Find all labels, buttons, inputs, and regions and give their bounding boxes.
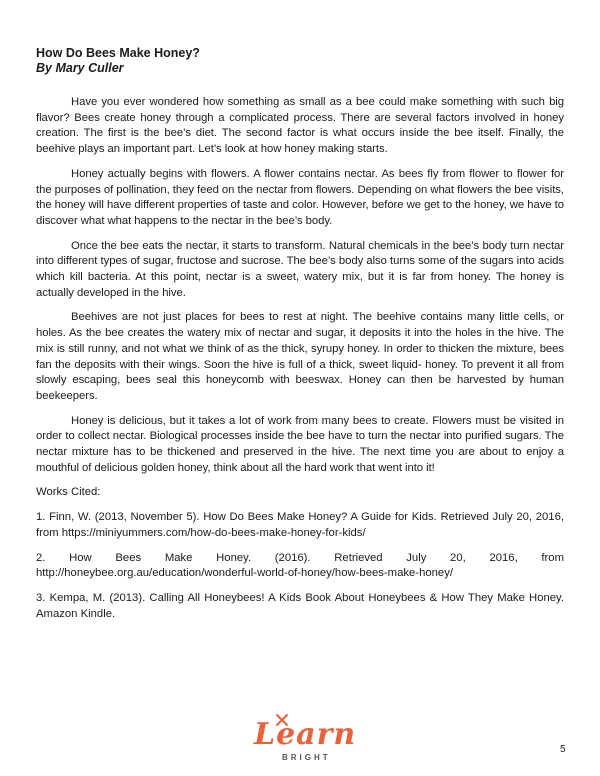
paragraph-5: Honey is delicious, but it takes a lot of work from many bees to create. Flowers must be visited in order to collect nectar. Biological processes inside the bee have to turn the nectar into purified sugars. The nectar mixture has to be thickened and preserved in the hive. The next time you are about to enjoy a mouthful of delicious golden honey, think about all the hard work that went into it! [36,414,564,474]
paragraph-3: Once the bee eats the nectar, it starts to transform. Natural chemicals in the bee’s body turn nectar into different types of sugar, fructose and sucrose. The bee’s body also turns some of the sugars into acids which kill bacteria. At this point, nectar is a sweet, watery mix, but it is far from honey. The honey is actually developed in the hive. [36,239,564,299]
paragraph-1: Have you ever wondered how something as small as a bee could make something with such big flavor? Bees create honey through a complicated process. There are several factors involved in honey creation. The first is the bee’s diet. The second factor is what occurs inside the bee itself. Finally, the beehive plays an important part. Let’s look at how honey making starts. [36,96,564,156]
page-number: 5 [560,744,566,755]
learn-bright-logo [248,715,357,767]
works-cited-heading: Works Cited: [36,486,101,499]
citation-2: 2. How Bees Make Honey. (2016). Retrieved July 20, 2016, from http://honeybee.org.au/education/wonderful-world-of-honey/how-bees-make-honey/ [36,551,564,580]
citation-3: 3. Kempa, M. (2013). Calling All Honeybees! A Kids Book About Honeybees & How They Make Honey. Amazon Kindle. [36,591,564,620]
logo-subtitle: BRIGHT [282,753,331,762]
document-page [36,46,564,631]
document-author: By Mary Culler [36,61,124,75]
paragraph-2: Honey actually begins with flowers. A flower contains nectar. As bees fly from flower to flower for the purposes of pollination, they feed on the nectar from flowers. Depending on what flowers the bee visits, the honey will have different properties of taste and color. However, before we get to the honey, we have to discover what what happens to the nectar in the bee’s body. [36,167,564,227]
document-title: How Do Bees Make Honey? [36,46,200,60]
logo-word: Learn [254,717,357,752]
paragraph-4: Beehives are not just places for bees to rest at night. The beehive contains many little cells, or holes. As the bee creates the watery mix of nectar and sugar, it deposits it into the holes in the hive. The mix is still runny, and not what we think of as the thick, syrupy honey. In order to thicken the mixture, bees fan the deposits with their wings. Soon the hive is full of a thick, sweet liquid- honey. To prevent it all from slowly escaping, bees seal this honeycomb with beeswax. Honey can then be harvested by human beekeepers. [36,311,564,402]
citation-1: 1. Finn, W. (2013, November 5). How Do Bees Make Honey? A Guide for Kids. Retrieved July 20, 2016, from https://miniyummers.com/how-do-bees-make-honey-for-kids/ [36,511,564,539]
